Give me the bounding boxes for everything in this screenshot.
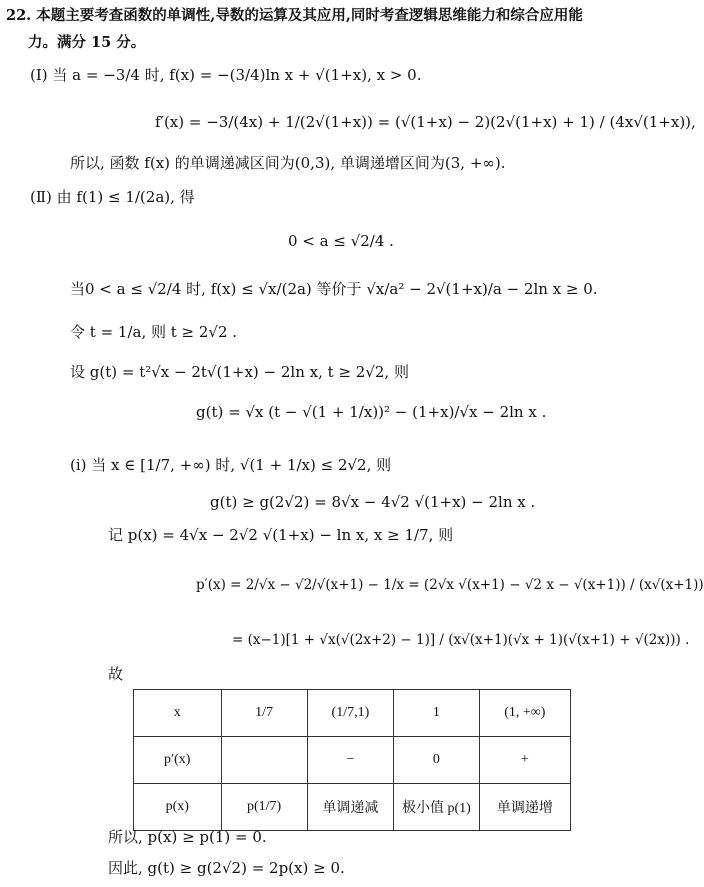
table-cell: x xyxy=(134,690,222,737)
table-cell: 极小值 p(1) xyxy=(394,784,480,831)
part2-line-3: 当0 < a ≤ √2/4 时, f(x) ≤ √x/(2a) 等价于 √x/a² − 2√(1+x)/a − 2ln x ≥ 0. xyxy=(70,280,598,298)
part1-line-1: (Ⅰ) 当 a = −3/4 时, f(x) = −(3/4)ln x + √(1+x), x > 0. xyxy=(30,66,422,84)
table-cell: p′(x) xyxy=(134,737,222,784)
table-cell: (1/7,1) xyxy=(307,690,393,737)
conclusion-line-2: 因此, g(t) ≥ g(2√2) = 2p(x) ≥ 0. xyxy=(108,859,345,877)
table-row xyxy=(134,784,571,831)
part2-line-12: 故 xyxy=(108,665,124,683)
part2-line-11: = (x−1)[1 + √x(√(2x+2) − 1)] / (x√(x+1)(√x + 1)(√(x+1) + √(2x))) . xyxy=(232,632,690,648)
part2-line-6: g(t) = √x (t − √(1 + 1/x))² − (1+x)/√x − 2ln x . xyxy=(196,403,547,421)
table-cell: (1, +∞) xyxy=(479,690,570,737)
part2-line-9: 记 p(x) = 4√x − 2√2 √(1+x) − ln x, x ≥ 1/7, 则 xyxy=(108,526,454,544)
part2-line-7: (ⅰ) 当 x ∈ [1/7, +∞) 时, √(1 + 1/x) ≤ 2√2, 则 xyxy=(70,456,392,474)
table-cell: p(x) xyxy=(134,784,222,831)
part1-derivative: f′(x) = −3/(4x) + 1/(2√(1+x)) = (√(1+x) − 2)(2√(1+x) + 1) / (4x√(1+x)), xyxy=(155,113,696,131)
table-cell: 单调递增 xyxy=(479,784,570,831)
header-line-2: 力。满分 15 分。 xyxy=(28,34,146,51)
table-row xyxy=(134,737,571,784)
part2-line-2: 0 < a ≤ √2/4 . xyxy=(288,232,394,250)
table-cell: 1/7 xyxy=(221,690,307,737)
table-row xyxy=(134,690,571,737)
table-cell: − xyxy=(307,737,393,784)
table-cell: p(1/7) xyxy=(221,784,307,831)
table-cell: 1 xyxy=(394,690,480,737)
part2-line-8: g(t) ≥ g(2√2) = 8√x − 4√2 √(1+x) − 2ln x . xyxy=(210,493,536,511)
part2-line-1: (Ⅱ) 由 f(1) ≤ 1/(2a), 得 xyxy=(30,188,195,206)
table-cell xyxy=(221,737,307,784)
part1-conclusion: 所以, 函数 f(x) 的单调递减区间为(0,3), 单调递增区间为(3, +∞). xyxy=(70,154,506,172)
part2-line-4: 令 t = 1/a, 则 t ≥ 2√2 . xyxy=(70,323,238,341)
table-cell: + xyxy=(479,737,570,784)
monotonicity-table xyxy=(133,689,571,831)
part2-line-5: 设 g(t) = t²√x − 2t√(1+x) − 2ln x, t ≥ 2√2, 则 xyxy=(70,363,409,381)
conclusion-line-1: 所以, p(x) ≥ p(1) = 0. xyxy=(108,828,267,846)
table-cell: 单调递减 xyxy=(307,784,393,831)
part2-line-10: p′(x) = 2/√x − √2/√(x+1) − 1/x = (2√x √(x+1) − √2 x − √(x+1)) / (x√(x+1)) xyxy=(196,577,704,593)
table-cell: 0 xyxy=(394,737,480,784)
header-line-1: 22. 本题主要考查函数的单调性,导数的运算及其应用,同时考查逻辑思维能力和综合应用能 xyxy=(6,7,583,24)
